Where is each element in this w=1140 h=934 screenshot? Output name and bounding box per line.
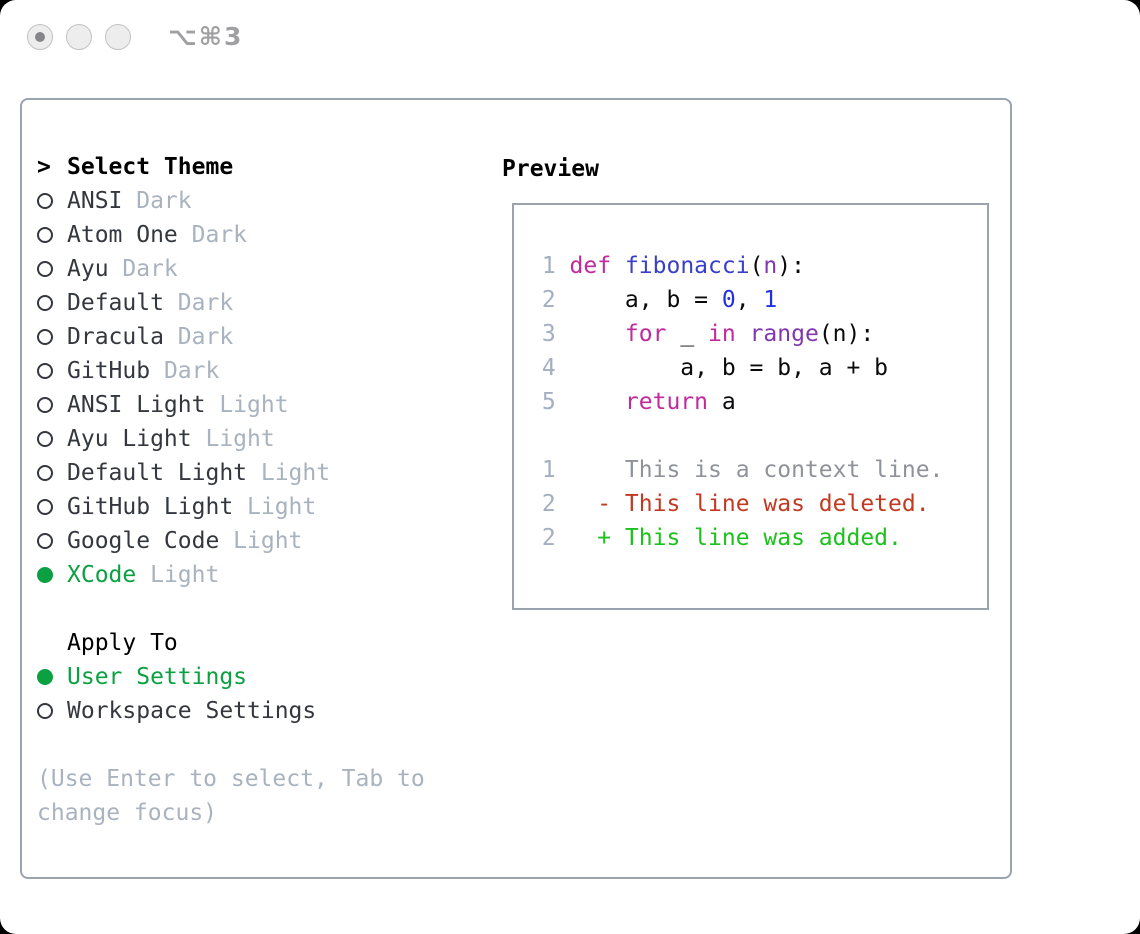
marker-cell [37, 363, 67, 379]
option-variant: Light [260, 460, 331, 486]
theme-item-ansi[interactable] [37, 184, 487, 218]
code-line [528, 283, 987, 317]
theme-item-atom-one[interactable] [37, 218, 487, 252]
radio-icon [37, 669, 53, 685]
option-variant: Dark [191, 222, 248, 248]
code-token: a, b = [569, 287, 722, 313]
apply-to-option-user-settings[interactable] [37, 660, 487, 694]
marker-cell [37, 567, 67, 583]
option-label: Atom One [67, 222, 178, 248]
traffic-light-close-button[interactable] [27, 24, 53, 50]
theme-item-ayu-light[interactable] [37, 422, 487, 456]
marker-cell [37, 193, 67, 209]
option-variant: Dark [122, 256, 178, 282]
radio-icon [37, 261, 53, 277]
marker-cell [37, 227, 67, 243]
traffic-lights [27, 24, 131, 50]
code-token: + This line was added. [569, 525, 902, 551]
option-label: User Settings [67, 664, 248, 690]
titlebar [0, 0, 1140, 74]
option-variant: Light [150, 562, 220, 588]
radio-icon [37, 465, 53, 481]
code-token: , [735, 287, 764, 313]
option-variant: Dark [136, 188, 192, 214]
preview-box [512, 203, 989, 610]
marker-cell [37, 669, 67, 685]
marker-cell [37, 295, 67, 311]
hint-line: (Use Enter to select, Tab to [37, 766, 425, 792]
apply-to-title: Apply To [67, 630, 178, 656]
code-token: in [708, 321, 736, 347]
code-token [611, 253, 625, 279]
radio-icon [37, 329, 53, 345]
radio-icon [37, 567, 53, 583]
line-number: 2 [541, 525, 556, 551]
code-token: 0 [721, 287, 736, 313]
line-number: 2 [541, 491, 556, 517]
radio-icon [37, 227, 53, 243]
option-label: Dracula [67, 324, 164, 350]
code-token: - This line was deleted. [569, 491, 930, 517]
marker-cell [37, 465, 67, 481]
theme-item-ayu[interactable] [37, 252, 487, 286]
radio-icon [37, 363, 53, 379]
theme-picker-column [37, 150, 487, 830]
marker-cell [37, 533, 67, 549]
code-line [528, 249, 987, 283]
option-label: Ayu Light [67, 426, 192, 452]
marker-cell [37, 703, 67, 719]
option-variant: Light [233, 528, 303, 554]
traffic-light-minimize-button[interactable] [66, 24, 92, 50]
theme-list [37, 184, 487, 592]
traffic-light-zoom-button[interactable] [105, 24, 131, 50]
option-label: ANSI Light [67, 392, 206, 418]
option-label: XCode [67, 562, 137, 588]
theme-item-xcode[interactable] [37, 558, 487, 592]
marker-cell [37, 329, 67, 345]
hint-text [37, 762, 487, 830]
blank-line [528, 419, 987, 453]
radio-icon [37, 533, 53, 549]
line-number: 5 [541, 389, 556, 415]
code-token: a [708, 389, 736, 415]
option-label: Default [67, 290, 164, 316]
radio-icon [37, 193, 53, 209]
option-label: ANSI [67, 188, 123, 214]
code-token: 1 [763, 287, 778, 313]
apply-to-option-workspace-settings[interactable] [37, 694, 487, 728]
option-label: Google Code [67, 528, 220, 554]
theme-item-ansi-light[interactable] [37, 388, 487, 422]
spacer [37, 592, 487, 626]
theme-item-dracula[interactable] [37, 320, 487, 354]
theme-picker-panel [20, 98, 1012, 879]
code-token: fibonacci [624, 253, 750, 279]
prompt-icon: > [37, 154, 51, 180]
option-label: Workspace Settings [67, 698, 317, 724]
line-number: 1 [541, 253, 556, 279]
option-label: Ayu [67, 256, 109, 282]
hint-line: change focus) [37, 800, 218, 826]
line-number: 4 [541, 355, 556, 381]
option-variant: Light [247, 494, 317, 520]
code-token: ): [777, 253, 805, 279]
select-theme-title: Select Theme [67, 154, 234, 180]
preview-heading: Preview [502, 156, 599, 182]
option-variant: Light [219, 392, 289, 418]
option-variant: Dark [177, 290, 234, 316]
code-token [570, 389, 625, 415]
window-shortcut-label: ⌥⌘3 [168, 22, 244, 51]
radio-icon [37, 499, 53, 515]
radio-icon [37, 397, 53, 413]
marker-cell [37, 431, 67, 447]
code-token: return [624, 389, 709, 415]
option-label: Default Light [67, 460, 248, 486]
code-line [528, 487, 987, 521]
code-token: a, b = b, a + b [569, 355, 889, 381]
code-line [528, 317, 987, 351]
option-label: GitHub Light [67, 494, 234, 520]
code-line [528, 521, 987, 555]
code-token: This is a context line. [569, 457, 944, 483]
marker-cell [37, 499, 67, 515]
marker-cell [37, 261, 67, 277]
spacer [37, 728, 487, 762]
theme-item-default[interactable] [37, 286, 487, 320]
theme-item-google-code[interactable] [37, 524, 487, 558]
code-token: (n): [818, 321, 875, 347]
code-token: def [569, 253, 612, 279]
option-variant: Dark [177, 324, 234, 350]
code-line [528, 453, 987, 487]
theme-item-github[interactable] [37, 354, 487, 388]
option-variant: Light [205, 426, 275, 452]
code-token [736, 321, 750, 347]
preview-code [514, 205, 987, 555]
apply-to-heading-row [37, 626, 487, 660]
active-dot-icon [35, 32, 45, 42]
radio-icon [37, 295, 53, 311]
radio-icon [37, 703, 53, 719]
code-token: for [624, 321, 667, 347]
theme-item-default-light[interactable] [37, 456, 487, 490]
radio-icon [37, 431, 53, 447]
code-token: n [763, 253, 778, 279]
code-line [528, 385, 987, 419]
apply-to-list [37, 660, 487, 728]
line-number: 2 [541, 287, 556, 313]
code-token: _ [666, 321, 709, 347]
option-label: GitHub [67, 358, 151, 384]
theme-item-github-light[interactable] [37, 490, 487, 524]
line-number: 1 [541, 457, 556, 483]
select-theme-heading [37, 150, 487, 184]
code-line [528, 351, 987, 385]
code-token [570, 321, 625, 347]
option-variant: Dark [163, 358, 220, 384]
code-token: ( [749, 253, 764, 279]
marker-cell [37, 397, 67, 413]
code-token: range [749, 321, 819, 347]
line-number: 3 [541, 321, 556, 347]
